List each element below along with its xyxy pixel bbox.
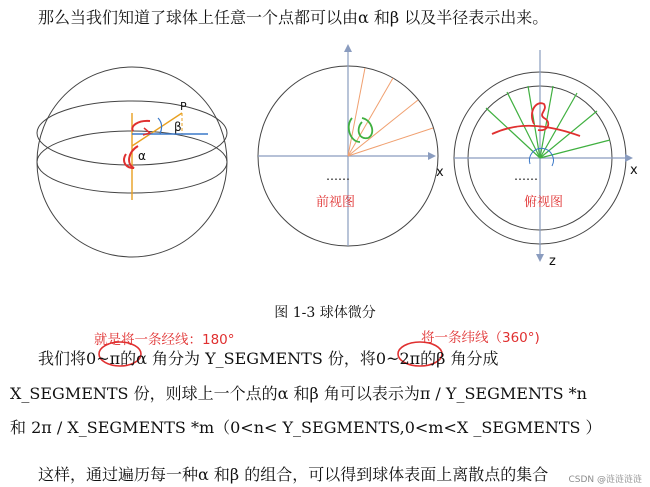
top-dots: …… [514,169,538,183]
top-view-label: 俯视图 [524,195,564,210]
front-y-arrow [344,44,352,52]
front-meridian-lines [348,68,433,156]
note-meridian: 就是将一条经线：180° [94,332,235,348]
intro-line: 那么当我们知道了球体上任意一个点都可以由α 和β 以及半径表示出来。 [38,8,549,27]
top-axis-z-label: z [549,254,556,269]
top-z-arrow [536,254,544,262]
label-alpha: α [138,149,146,163]
para-l1-b: 0~π [86,349,121,368]
label-beta: β [174,120,182,134]
front-x-arrow [428,152,436,160]
top-view-diagram [454,50,638,269]
front-view-diagram [258,44,444,246]
red-arc-top [132,121,150,131]
para-l1-a: 我们将 [38,349,87,368]
para-l1-d: 0~2π [375,349,421,368]
front-axis-x-label: x [436,165,444,180]
top-axis-x-label: x [630,163,638,178]
beta-arc [158,118,162,134]
paragraph-line-1 [38,346,499,369]
paragraph-line-2: X_SEGMENTS 份，则球上一个点的α 和β 角可以表示为π / Y_SEGMENTS *n [10,384,587,403]
watermark: CSDN @涟涟涟涟 [568,475,642,485]
para-l1-e: 的β 角分成 [420,349,499,368]
front-dots: …… [326,169,350,183]
front-green-arc-2 [359,118,373,138]
note-latitude: 将一条纬线（360°) [421,330,540,346]
paragraph-line-3: 和 2π / X_SEGMENTS *m（0<n< Y_SEGMENTS,0<m<X _SEGMENTS ） [10,418,602,437]
para-l1-c: 的α 角分为 Y_SEGMENTS 份，将 [120,349,376,368]
top-x-arrow [625,154,633,162]
figure-caption: 图 1-3 球体微分 [274,305,376,321]
sphere-3d-diagram [37,67,227,257]
last-line: 这样，通过遍历每一种α 和β 的组合，可以得到球体表面上离散点的集合 [38,465,549,484]
label-p: P [180,100,187,113]
front-view-label: 前视图 [316,195,356,210]
